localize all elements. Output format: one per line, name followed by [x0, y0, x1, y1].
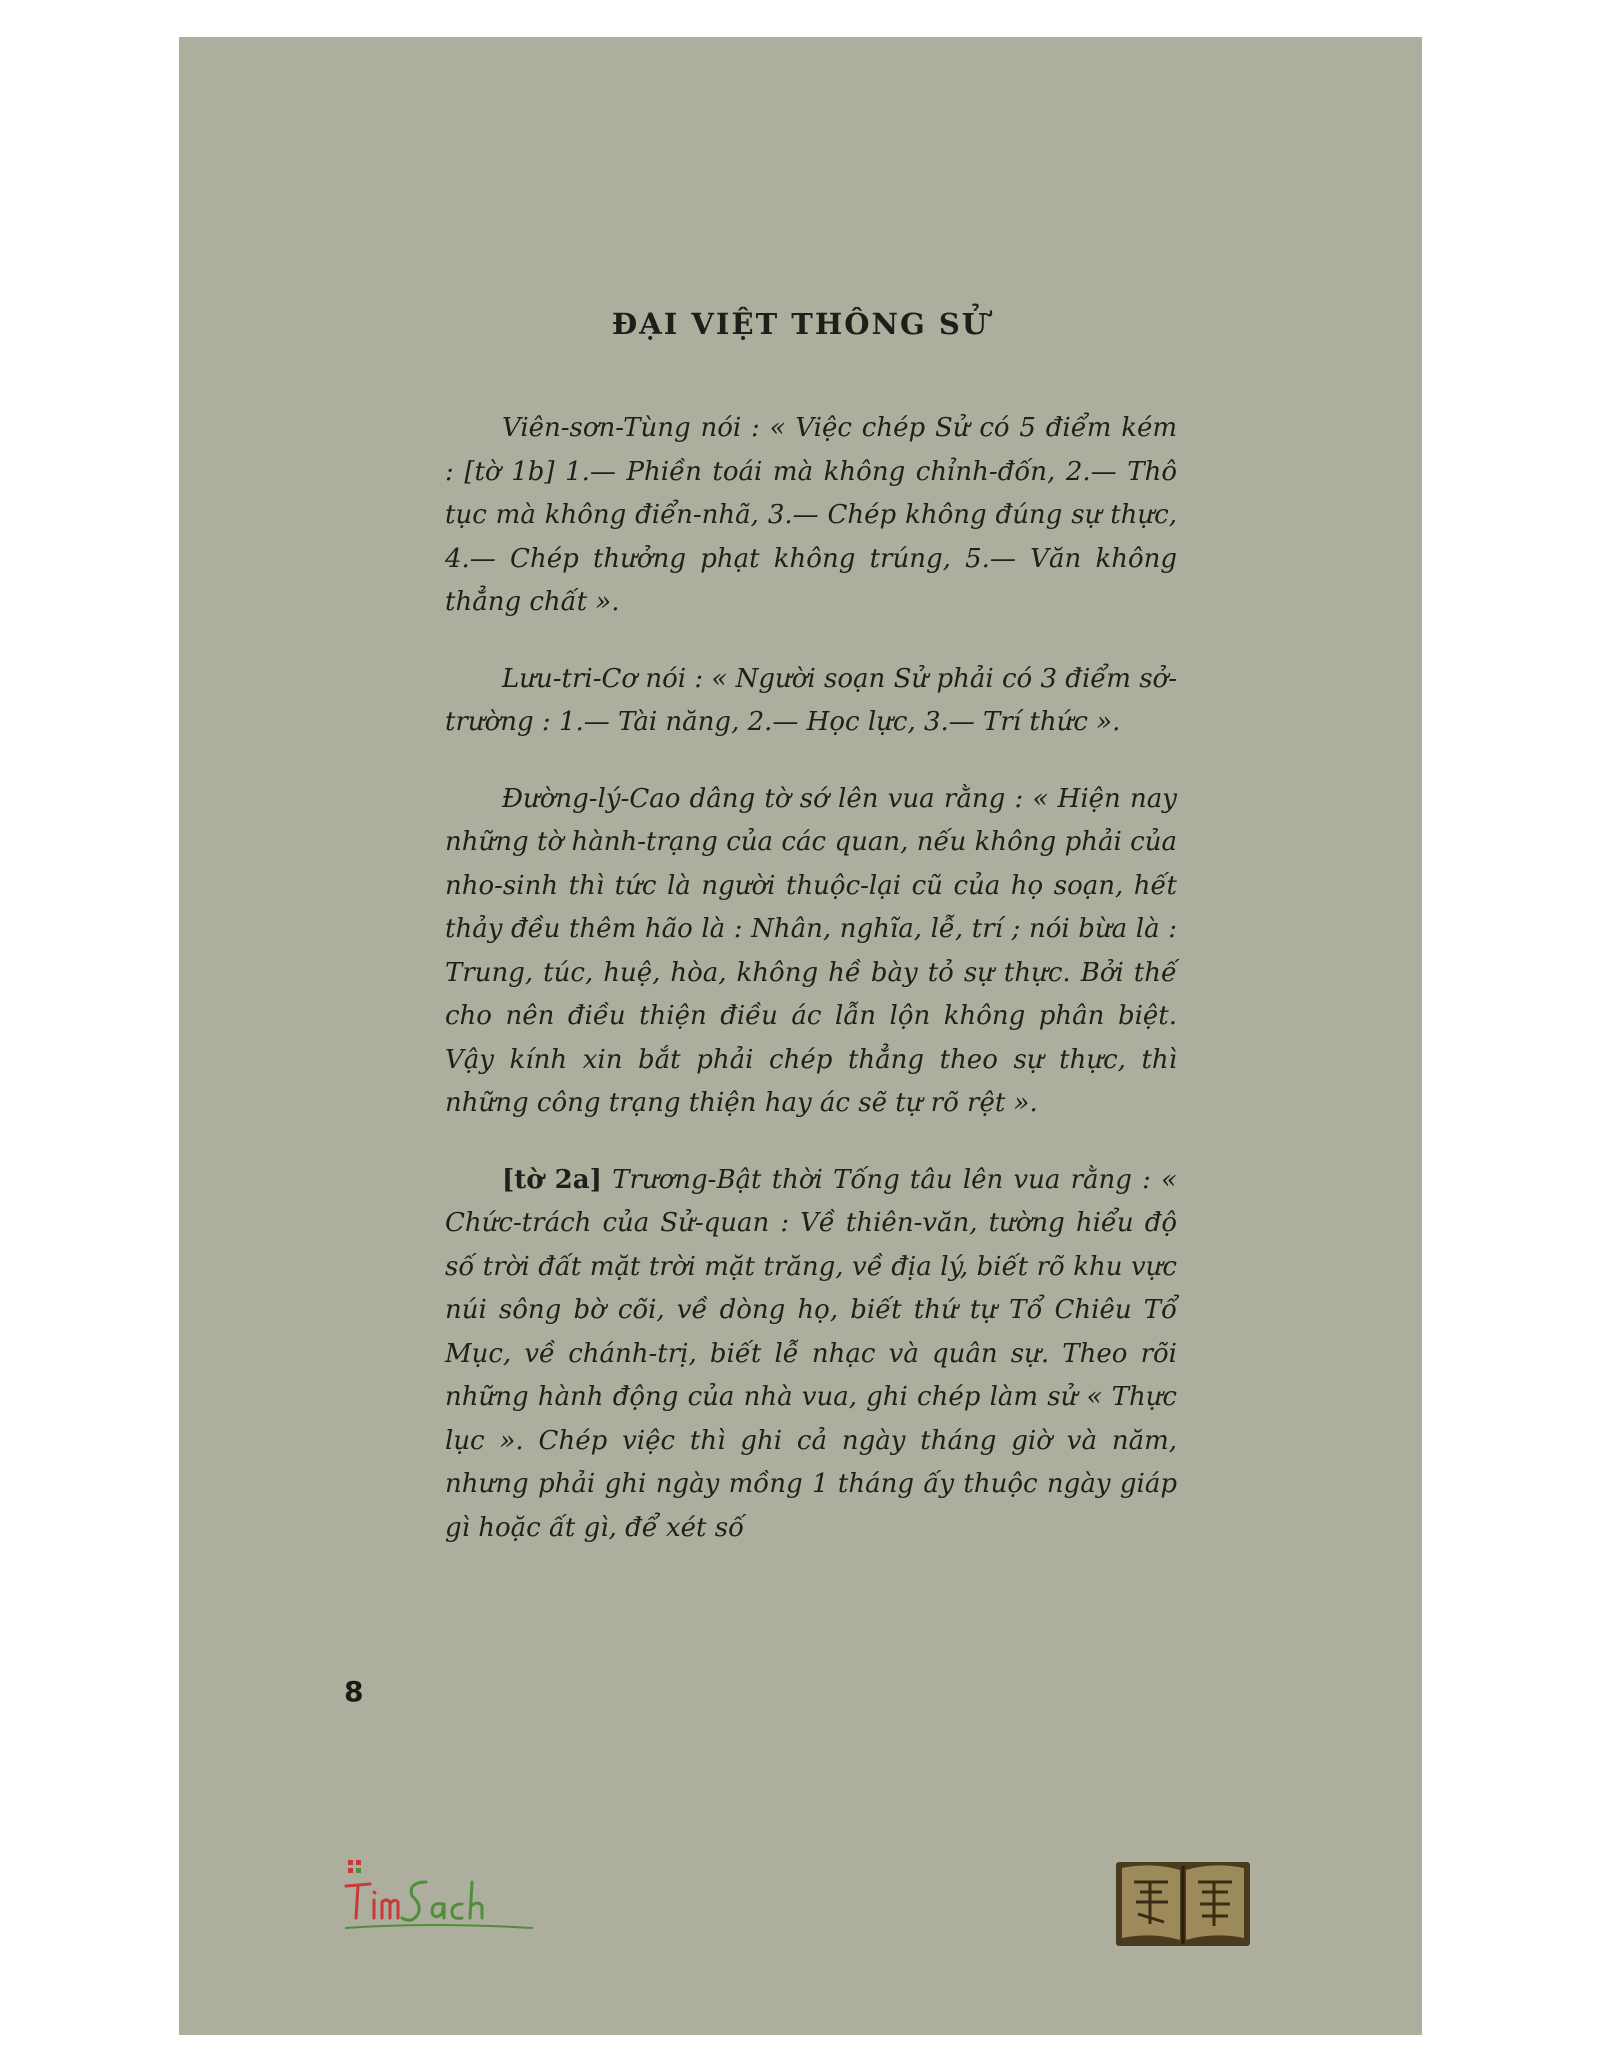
paragraph-text: Lưu-tri-Cơ nói : « Người soạn Sử phải có 3 điểm sở-trường : 1.— Tài năng, 2.— Học lực, 3.— Trí thức ».: [445, 663, 1177, 737]
paragraph-text: Trương-Bật thời Tống tâu lên vua rằng : « Chức-trách của Sử-quan : Về thiên-văn, tường hiểu độ số trời đất mặt trời mặt trăng, về địa lý, biết rõ khu vực núi sông bờ cõi, về dòng họ, biết thứ tự Tổ Chiêu Tổ Mục, về chánh-trị, biết lễ nhạc và quân sự. Theo rõi những hành động của nhà vua, ghi chép làm sử « Thực lục ». Chép việc thì ghi cả ngày tháng giờ và năm, nhưng phải ghi ngày mồng 1 tháng ấy thuộc ngày giáp gì hoặc ất gì, để xét số: [445, 1164, 1177, 1543]
body-text: [445, 407, 1177, 1583]
logo-dots-icon: [348, 1860, 361, 1873]
paragraph-text: Viên-sơn-Tùng nói : « Việc chép Sử có 5 điểm kém : [tờ 1b] 1.— Phiền toái mà không chỉnh-đốn, 2.— Thô tục mà không điển-nhã, 3.— Chép không đúng sự thực, 4.— Chép thưởng phạt không trúng, 5.— Văn không thẳng chất ».: [445, 413, 1177, 617]
page-title: ĐẠI VIỆT THÔNG SỬ: [611, 307, 990, 341]
scanned-book-page: [179, 37, 1422, 2035]
timsach-logo: [342, 1852, 542, 1942]
paragraph: [445, 1159, 1177, 1551]
paragraph: [445, 778, 1177, 1126]
paragraph: [445, 407, 1177, 625]
page-number: 8: [344, 1675, 364, 1708]
open-book-icon: [1112, 1852, 1254, 1952]
folio-reference: [tờ 2a]: [502, 1164, 602, 1195]
paragraph: [445, 658, 1177, 745]
paragraph-text: Đường-lý-Cao dâng tờ sớ lên vua rằng : « Hiện nay những tờ hành-trạng của các quan, nếu không phải của nho-sinh thì tức là người thuộc-lại cũ của họ soạn, hết thảy đều thêm hão là : Nhân, nghĩa, lễ, trí ; nói bừa là : Trung, túc, huệ, hòa, không hề bày tỏ sự thực. Bởi thế cho nên điều thiện điều ác lẫn lộn không phân biệt. Vậy kính xin bắt phải chép thẳng theo sự thực, thì những công trạng thiện hay ác sẽ tự rõ rệt ».: [445, 783, 1177, 1118]
